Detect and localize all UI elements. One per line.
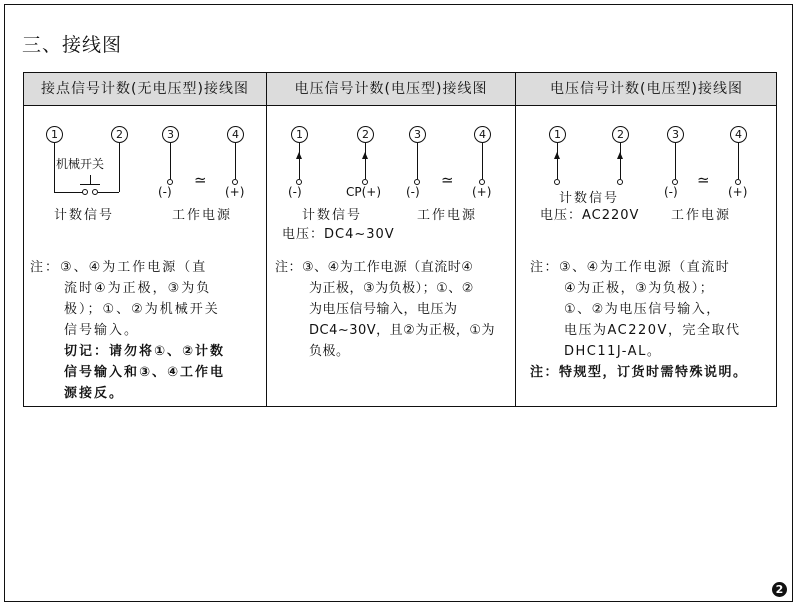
terminal-3-circle: 3 [162, 126, 179, 143]
note-line: DC4~30V，且②为正极，①为 [309, 323, 495, 338]
wiring-table [23, 72, 777, 407]
column-header-voltage-dc: 电压信号计数(电压型)接线图 [294, 81, 488, 97]
wire [299, 143, 300, 179]
terminal-1-circle: 1 [46, 126, 63, 143]
wire [119, 143, 120, 192]
note-line: 电压为AC220V，完全取代 [564, 323, 741, 338]
approx-symbol: ≃ [194, 171, 207, 189]
count-signal-label: 计数信号 [559, 191, 620, 206]
arrow-icon [296, 152, 302, 159]
note-line: 为电压信号输入，电压为 [309, 302, 458, 317]
note-line: 为正极，③为负极）；①、② [309, 281, 474, 296]
note-line: 信号输入。 [64, 323, 140, 338]
dc-voltage-label: 电压：DC4~30V [282, 227, 395, 242]
terminal-2-circle: 2 [111, 126, 128, 143]
note-line: DHC11J-AL。 [564, 344, 662, 359]
column-divider [266, 73, 267, 406]
count-signal-label: 计数信号 [54, 208, 115, 223]
terminal-2-circle: 2 [357, 126, 374, 143]
note-line: 注：③、④为工作电源（直 [30, 260, 208, 275]
wire [417, 143, 418, 179]
note-line: 负极。 [309, 344, 350, 359]
mechanical-switch-label: 机械开关 [56, 157, 105, 171]
terminal-1-circle: 1 [549, 126, 566, 143]
plus-label: (+) [728, 185, 748, 199]
note-line: 注：③、④为工作电源（直流时④ [275, 260, 474, 275]
terminal-end [617, 179, 623, 185]
approx-symbol: ≃ [441, 171, 454, 189]
minus-label: (-) [288, 185, 302, 199]
wire [557, 143, 558, 179]
column-header-contact: 接点信号计数(无电压型)接线图 [41, 81, 249, 97]
wire [54, 192, 83, 193]
wire [170, 143, 171, 179]
cp-plus-label: CP(+) [346, 185, 382, 199]
arrow-icon [554, 152, 560, 159]
section-heading: 三、接线图 [22, 34, 123, 56]
note-line: 注：③、④为工作电源（直流时 [530, 260, 731, 275]
terminal-4-circle: 4 [474, 126, 491, 143]
wire [675, 143, 676, 179]
ac-voltage-label: 电压：AC220V [540, 208, 640, 223]
note-contact [30, 257, 262, 404]
wire [54, 143, 55, 192]
switch-lever [80, 184, 100, 185]
special-order-note: 注：特规型，订货时需特殊说明。 [530, 365, 748, 380]
plus-label: (+) [472, 185, 492, 199]
work-power-label: 工作电源 [172, 208, 233, 223]
terminal-4-circle: 4 [227, 126, 244, 143]
note-line: ④为正极，③为负极）； [564, 281, 715, 296]
arrow-icon [617, 152, 623, 159]
count-signal-label: 计数信号 [302, 208, 363, 223]
wire [365, 143, 366, 179]
work-power-label: 工作电源 [671, 208, 732, 223]
wire [620, 143, 621, 179]
arrow-icon [362, 152, 368, 159]
switch-lever [90, 175, 91, 184]
column-header-voltage-ac: 电压信号计数(电压型)接线图 [550, 81, 743, 97]
approx-symbol: ≃ [697, 171, 710, 189]
note-line: 流时④为正极，③为负 [64, 281, 212, 296]
wire [98, 192, 119, 193]
wire [738, 143, 739, 179]
terminal-4-circle: 4 [730, 126, 747, 143]
note-dc-voltage [275, 257, 511, 362]
plus-label: (+) [225, 185, 245, 199]
minus-label: (-) [158, 185, 172, 199]
minus-label: (-) [406, 185, 420, 199]
terminal-end [554, 179, 560, 185]
warning-line: 切记：请勿将①、②计数 [64, 344, 226, 359]
terminal-2-circle: 2 [612, 126, 629, 143]
switch-contact [82, 189, 88, 195]
note-ac-voltage [530, 257, 774, 383]
minus-label: (-) [664, 185, 678, 199]
warning-line: 信号输入和③、④工作电 [64, 365, 226, 380]
wire [235, 143, 236, 179]
switch-contact [92, 189, 98, 195]
work-power-label: 工作电源 [417, 208, 478, 223]
terminal-3-circle: 3 [409, 126, 426, 143]
terminal-1-circle: 1 [291, 126, 308, 143]
warning-line: 源接反。 [64, 386, 125, 401]
note-line: 极）；①、②为机械开关 [64, 302, 220, 317]
terminal-3-circle: 3 [667, 126, 684, 143]
column-divider [515, 73, 516, 406]
page-number-badge: 2 [772, 582, 787, 597]
note-line: ①、②为电压信号输入， [564, 302, 721, 317]
wire [482, 143, 483, 179]
